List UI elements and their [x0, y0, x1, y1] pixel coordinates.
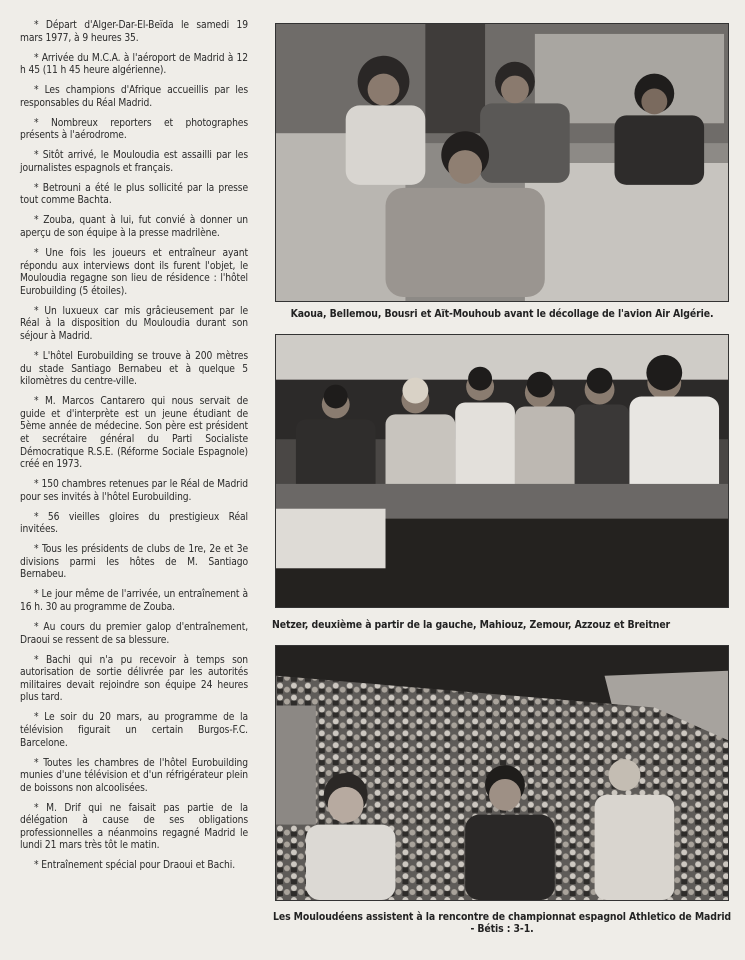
note: * Le jour même de l'arrivée, un entraînement à 16 h. 30 au programme de Zouba.	[20, 589, 248, 614]
note: * Entraînement spécial pour Draoui et Bachi.	[20, 860, 248, 873]
note: * M. Drif qui ne faisait pas partie de la délégation à cause de ses obligations professionnelles a néanmoins regagné Madrid le lundi 21 mars très tôt le matin.	[20, 803, 248, 853]
note: * 150 chambres retenues par le Réal de Madrid pour ses invités à l'hôtel Eurobuilding.	[20, 479, 248, 504]
note: * Nombreux reporters et photographes présents à l'aérodrome.	[20, 118, 248, 143]
note: * Les champions d'Afrique accueillis par les responsables du Réal Madrid.	[20, 85, 248, 110]
note: * Un luxueux car mis grâcieusement par le Réal à la disposition du Mouloudia durant son séjour à Madrid.	[20, 306, 248, 344]
players-plane-image	[276, 24, 728, 301]
note: * Betrouni a été le plus sollicité par la presse tout comme Bachta.	[20, 183, 248, 208]
note: * Une fois les joueurs et entraîneur ayant répondu aux interviews dont ils furent l'objet, le Mouloudia regagne son lieu de résidence : l'hôtel Eurobuilding (5 étoiles).	[20, 248, 248, 298]
note: * Tous les présidents de clubs de 1re, 2e et 3e divisions parmi les hôtes de M. Santiago Bernabeu.	[20, 544, 248, 582]
photo3-caption: Les Mouloudéens assistent à la rencontre de championnat espagnol Athletico de Madrid - Bétis : 3-1.	[272, 911, 732, 936]
notes-column	[20, 20, 248, 880]
group-table-photo	[275, 334, 729, 608]
photo2-caption: Netzer, deuxième à partir de la gauche, Mahiouz, Zemour, Azzouz et Breitner	[272, 619, 671, 631]
note: * Toutes les chambres de l'hôtel Eurobuilding munies d'une télévision et d'un réfrigérateur plein de boissons non alcoolisées.	[20, 758, 248, 796]
note: * 56 vieilles gloires du prestigieux Réal invitées.	[20, 512, 248, 537]
photo1-caption: Kaoua, Bellemou, Bousri et Aït-Mouhoub avant le décollage de l'avion Air Algérie.	[290, 308, 714, 320]
note: * Au cours du premier galop d'entraînement, Draoui se ressent de sa blessure.	[20, 622, 248, 647]
note: * M. Marcos Cantarero qui nous servait de guide et d'interprète est un jeune étudiant de 5ème année de médecine. Son père est président et secrétaire général du Parti Socialiste Démocratique R.S.E. (Réforme Sociale Espagnole) créé en 1973.	[20, 396, 248, 472]
note: * Arrivée du M.C.A. à l'aéroport de Madrid à 12 h 45 (11 h 45 heure algérienne).	[20, 53, 248, 78]
stadium-crowd-image	[276, 646, 728, 900]
note: * Sitôt arrivé, le Mouloudia est assailli par les journalistes espagnols et français.	[20, 150, 248, 175]
note: * Départ d'Alger-Dar-El-Beïda le samedi 19 mars 1977, à 9 heures 35.	[20, 20, 248, 45]
note: * Zouba, quant à lui, fut convié à donner un aperçu de son équipe à la presse madrilène.	[20, 215, 248, 240]
stadium-crowd-photo	[275, 645, 729, 901]
group-table-image	[276, 335, 728, 607]
players-plane-photo	[275, 23, 729, 302]
note: * Le soir du 20 mars, au programme de la télévision figurait un certain Burgos-F.C. Barcelone.	[20, 712, 248, 750]
note: * Bachi qui n'a pu recevoir à temps son autorisation de sortie délivrée par les autorités militaires devait rejoindre son équipe 24 heures plus tard.	[20, 655, 248, 705]
note: * L'hôtel Eurobuilding se trouve à 200 mètres du stade Santiago Bernabeu et à quelque 5 kilomètres du centre-ville.	[20, 351, 248, 389]
